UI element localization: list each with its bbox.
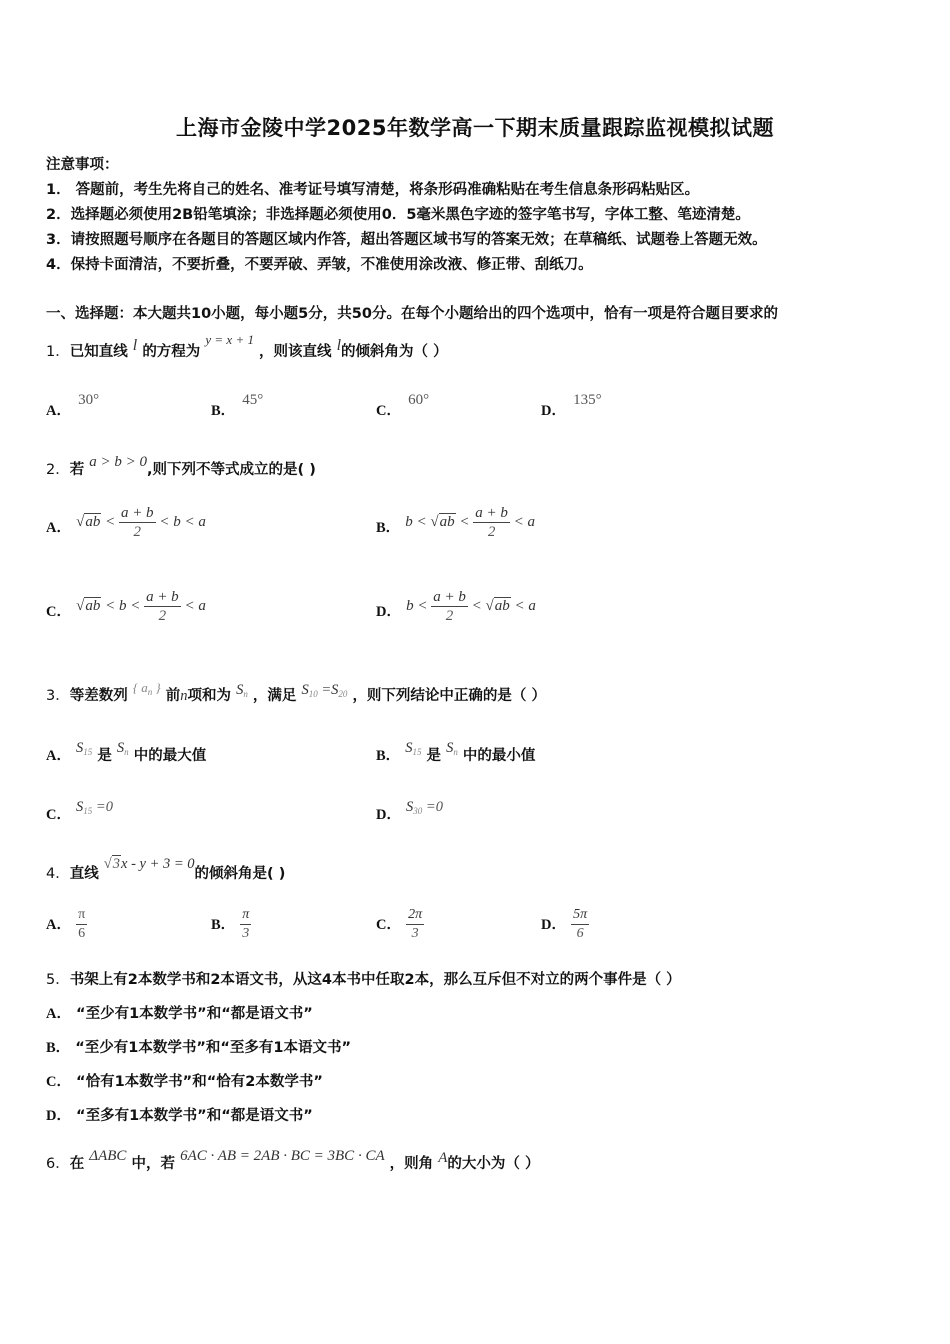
option-d[interactable]: D． b < $\frac{a + b}{2}$ < √ab < a	[376, 589, 536, 624]
option-a[interactable]: A． “至少有1本数学书”和“都是语文书”	[46, 1006, 313, 1022]
option-a[interactable]: A． √ab < $\frac{a + b}{2}$ < b < a	[46, 505, 206, 540]
question-2: 2．若 a > b > 0,则下列不等式成立的是( )	[46, 454, 316, 478]
option-a[interactable]: A． $S_{15}$ 是 $S_n$ 中的最大值	[46, 740, 207, 764]
notice-heading: 注意事项：	[46, 157, 119, 173]
page-title: 上海市金陵中学2025年数学高一下期末质量跟踪监视模拟试题	[176, 116, 774, 140]
question-4: 4．直线 √3x - y + 3 = 0的倾斜角是( )	[46, 856, 286, 882]
option-c[interactable]: C． “恰有1本数学书”和“恰有2本数学书”	[46, 1074, 323, 1090]
option-a[interactable]: A． 30°	[46, 392, 100, 419]
option-b[interactable]: B． 45°	[211, 392, 264, 419]
option-d[interactable]: D． “至多有1本数学书”和“都是语文书”	[46, 1108, 313, 1124]
notice-item: 2．选择题必须使用2B铅笔填涂；非选择题必须使用0．5毫米黑色字迹的签字笔书写，字体工整、笔迹清楚。	[46, 207, 750, 223]
option-c[interactable]: C． 60°	[376, 392, 430, 419]
option-d[interactable]: D． 135°	[541, 392, 602, 419]
option-c[interactable]: C． $S_{15} =0$	[46, 799, 113, 823]
option-b[interactable]: B． $S_{15}$ 是 $S_n$ 中的最小值	[376, 740, 536, 764]
equation: 6AC · AB = 2AB · BC = 3BC · CA	[180, 1148, 385, 1164]
option-d[interactable]: D． $\frac{5\pi}{6}$	[541, 907, 588, 941]
section-heading: 一、选择题：本大题共10小题，每小题5分，共50分。在每个小题给出的四个选项中，恰有一项是符合题目要求的	[46, 306, 778, 322]
notice-item: 4．保持卡面清洁，不要折叠，不要弄破、弄皱，不准使用涂改液、修正带、刮纸刀。	[46, 257, 593, 273]
notice-item: 1． 答题前，考生先将自己的姓名、准考证号填写清楚，将条形码准确粘贴在考生信息条形码粘贴区。	[46, 182, 700, 198]
question-1: 1．已知直线 l 的方程为 y = x + 1 ，则该直线 l的倾斜角为（ ）	[46, 332, 448, 360]
option-c[interactable]: C． $\frac{2\pi}{3}$	[376, 907, 423, 941]
equation: y = x + 1	[205, 332, 254, 347]
option-c[interactable]: C． √ab < b < $\frac{a + b}{2}$ < a	[46, 589, 206, 624]
option-d[interactable]: D． $S_{30} =0$	[376, 799, 443, 823]
question-6: 6．在 ΔABC 中，若 6AC · AB = 2AB · BC = 3BC · CA ，则角 A的大小为（ ）	[46, 1148, 540, 1172]
notice-item: 3．请按照题号顺序在各题目的答题区域内作答，超出答题区域书写的答案无效；在草稿纸、试题卷上答题无效。	[46, 232, 767, 248]
question-3: 3．等差数列 { $a_n$ } 前n项和为 $S_n$ ，满足 $S_{10} =S_{20}$ ，则下列结论中正确的是（ ）	[46, 680, 546, 704]
option-b[interactable]: B． $\frac{\pi}{3}$	[211, 907, 250, 941]
option-b[interactable]: B． “至少有1本数学书”和“至多有1本语文书”	[46, 1040, 352, 1056]
question-5: 5．书架上有2本数学书和2本语文书，从这4本书中任取2本，那么互斥但不对立的两个事件是（ ）	[46, 972, 681, 988]
question-number: 1．	[46, 344, 70, 360]
condition: a > b > 0	[89, 454, 148, 470]
option-b[interactable]: B． b < √ab < $\frac{a + b}{2}$ < a	[376, 505, 535, 540]
option-a[interactable]: A． $\frac{\pi}{6}$	[46, 907, 86, 941]
